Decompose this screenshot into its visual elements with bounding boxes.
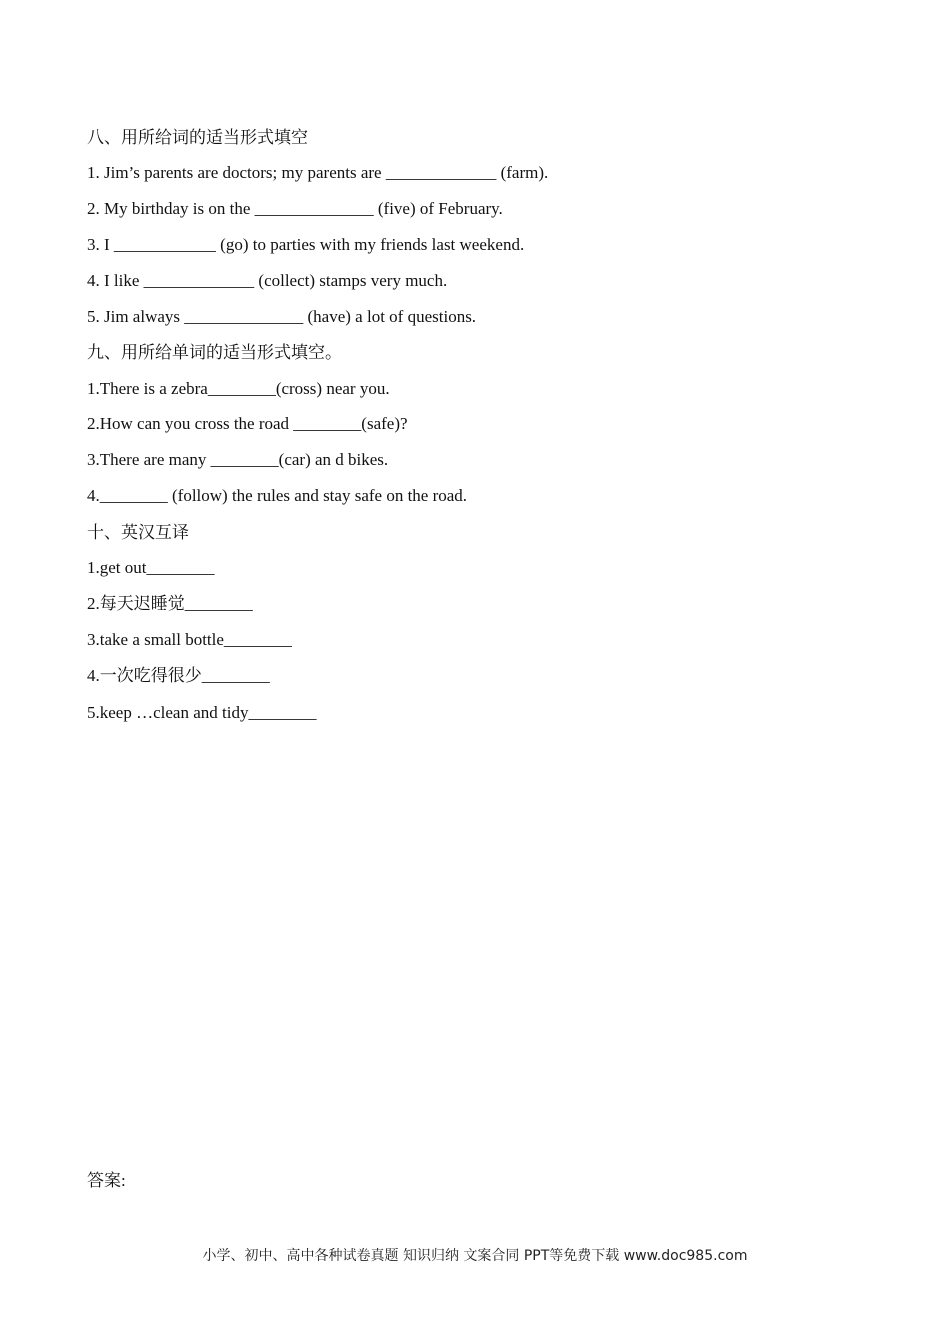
section-9-item-4: 4.________ (follow) the rules and stay safe on the road. [87, 486, 468, 505]
section-8-item-4: 4. I like _____________ (collect) stamps very much. [87, 271, 448, 290]
section-9-item-2: 2.How can you cross the road ________(safe)? [87, 414, 408, 433]
section-10-item-5: 5.keep …clean and tidy________ [87, 703, 317, 722]
section-10-item-1: 1.get out________ [87, 558, 215, 577]
section-10-item-3: 3.take a small bottle________ [87, 630, 292, 649]
answer-label: 答案: [87, 1171, 126, 1190]
section-10-item-4: 4.一次吃得很少________ [87, 666, 270, 685]
section-9-item-3: 3.There are many ________(car) an d bikes. [87, 450, 389, 469]
footer-banner: 小学、初中、高中各种试卷真题 知识归纳 文案合同 PPT等免费下载 www.doc985.com [202, 1248, 748, 1264]
section-10-item-2: 2.每天迟睡觉________ [87, 594, 253, 613]
section-10-heading: 十、英汉互译 [87, 523, 189, 542]
section-8-item-3: 3. I ____________ (go) to parties with my friends last weekend. [87, 235, 525, 254]
section-9-item-1: 1.There is a zebra________(cross) near you. [87, 379, 390, 398]
section-9-heading: 九、用所给单词的适当形式填空。 [87, 343, 342, 362]
section-8-item-5: 5. Jim always ______________ (have) a lot of questions. [87, 307, 477, 326]
section-8-item-1: 1. Jim’s parents are doctors; my parents are _____________ (farm). [87, 163, 549, 182]
section-8-item-2: 2. My birthday is on the ______________ (five) of February. [87, 199, 503, 218]
section-8-heading: 八、用所给词的适当形式填空 [87, 128, 308, 147]
